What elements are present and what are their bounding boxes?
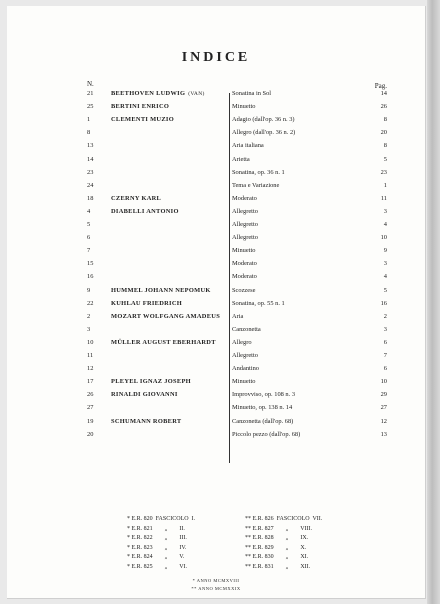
entry-number: 4	[87, 207, 91, 215]
work-title: Moderato	[232, 260, 257, 268]
page-number: 26	[380, 103, 387, 111]
index-entry	[7, 376, 425, 387]
page-number: 3	[383, 260, 387, 268]
page-number: 12	[380, 417, 387, 425]
work-title: Allegro	[232, 338, 252, 346]
fascicolo-right-item: ** E.R. 828 „ IX.	[245, 535, 309, 541]
fascicolo-right-item: ** E.R. 831 „ XII.	[245, 563, 311, 570]
page-number: 6	[383, 338, 387, 346]
work-title: Andantino	[232, 365, 259, 373]
composer-name-text: SCHUMANN ROBERT	[111, 417, 182, 425]
page-number: 1	[383, 181, 387, 189]
composer-name-text: DIABELLI ANTONIO	[111, 207, 179, 215]
index-entry	[7, 271, 425, 282]
entry-number: 25	[87, 103, 94, 111]
composer-name	[111, 193, 161, 204]
index-entry	[7, 154, 425, 165]
work-title: Allegretto	[232, 352, 258, 359]
index-entry	[7, 258, 425, 269]
entry-number: 8	[87, 129, 91, 137]
index-entry	[7, 219, 425, 230]
index-entry	[7, 232, 425, 243]
work-title: Scozzese	[232, 286, 256, 294]
composer-name-text: BEETHOVEN LUDWIG	[111, 90, 186, 97]
page-column-header: Pag.	[374, 82, 387, 90]
index-entry	[7, 311, 425, 322]
entry-number: 19	[87, 417, 94, 425]
fascicoli-right-list	[245, 515, 322, 572]
work-title: Adagio (dall'op. 36 n. 3)	[232, 116, 295, 124]
page-number: 8	[383, 116, 387, 124]
page-number: 8	[383, 142, 387, 150]
entry-number: 17	[87, 378, 94, 386]
entry-number: 2	[87, 312, 91, 320]
fascicolo-left-item: * E.R. 824 „ V.	[127, 554, 185, 560]
composer-name-text: KUHLAU FRIEDRICH	[111, 299, 183, 307]
entry-number: 5	[87, 221, 91, 228]
fascicolo-left-item: * E.R. 820 FASCICOLO I.	[127, 516, 196, 522]
index-entry	[7, 402, 425, 413]
entry-number: 22	[87, 299, 94, 307]
fascicolo-left-item: * E.R. 822 „ III.	[127, 535, 187, 541]
work-title: Aria italiana	[232, 142, 264, 150]
entry-number: 10	[87, 338, 94, 346]
index-entry	[7, 167, 425, 178]
work-title: Minuetto	[232, 378, 256, 386]
index-entry	[7, 363, 425, 374]
fascicolo-right-item: ** E.R. 830 „ XI.	[245, 554, 309, 560]
page-number: 5	[383, 155, 387, 163]
composer-name	[111, 88, 205, 100]
work-title: Improvviso, op. 108 n. 3	[232, 391, 296, 399]
footnote-1: * ANNO MCMXVIII	[192, 578, 240, 583]
entry-number: 6	[87, 234, 91, 242]
page-number: 4	[383, 221, 387, 228]
page-number: 29	[380, 391, 387, 399]
fascicolo-left-item: * E.R. 825 „ VI.	[127, 563, 188, 570]
index-entry	[7, 206, 425, 217]
work-title: Allegretto	[232, 221, 258, 228]
work-title: Sonatina, op. 55 n. 1	[232, 299, 285, 307]
work-title: Allegro (dall'op. 36 n. 2)	[232, 129, 296, 137]
work-title: Minuetto, op. 138 n. 14	[232, 404, 293, 412]
entry-number: 23	[87, 168, 94, 176]
index-entry	[7, 324, 425, 335]
composer-name	[111, 298, 182, 309]
number-column-header: N.	[87, 80, 94, 88]
fascicolo-right-item: ** E.R. 827 „ VIII.	[245, 525, 313, 532]
entry-number: 26	[87, 391, 94, 399]
work-title: Allegretto	[232, 207, 258, 215]
fascicolo-left-item: * E.R. 823 „ IV.	[127, 544, 187, 551]
index-entry	[7, 127, 425, 138]
entry-number: 16	[87, 273, 94, 281]
fascicolo-right-item: ** E.R. 826 FASCICOLO VII.	[245, 516, 323, 522]
page-number: 13	[380, 430, 387, 438]
page-number: 10	[380, 378, 387, 386]
page-number: 2	[383, 312, 387, 320]
composer-name	[111, 206, 179, 217]
composer-name-text: PLEYEL IGNAZ JOSEPH	[111, 378, 191, 386]
work-title: Sonatina, op. 36 n. 1	[232, 168, 285, 176]
index-entry	[7, 180, 425, 191]
entry-number: 14	[87, 155, 94, 163]
index-entry	[7, 114, 425, 125]
entry-number: 3	[87, 325, 91, 333]
composer-name-text: MÜLLER AUGUST EBERHARDT	[111, 338, 216, 346]
work-title: Canzonetta (dall'op. 68)	[232, 417, 294, 425]
composer-name-text: HUMMEL JOHANN NEPOMUK	[111, 286, 211, 294]
entry-number: 27	[87, 404, 94, 412]
composer-name	[111, 376, 191, 387]
work-title: Sonatina in Sol	[232, 90, 272, 97]
composer-name-text: BERTINI ENRICO	[111, 103, 170, 111]
entry-number: 9	[87, 286, 91, 294]
composer-name	[111, 311, 220, 322]
index-page	[7, 6, 426, 599]
composer-name-text: CLEMENTI MUZIO	[111, 116, 174, 124]
entry-number: 7	[87, 247, 91, 255]
work-title: Aria	[232, 312, 244, 320]
index-entry	[7, 88, 425, 99]
entry-number: 18	[87, 194, 94, 202]
composer-name	[111, 389, 178, 400]
index-entry	[7, 416, 425, 427]
page-number: 5	[383, 286, 387, 294]
composer-name	[111, 114, 174, 125]
work-title: Minuetto	[232, 247, 256, 255]
work-title: Canzonetta	[232, 325, 261, 333]
footnote-2: ** ANNO MCMXXIX	[191, 586, 241, 591]
work-title: Piccolo pezzo (dall'op. 68)	[232, 430, 301, 438]
entry-number: 12	[87, 365, 94, 373]
entry-number: 24	[87, 181, 94, 189]
index-entry	[7, 245, 425, 256]
page-number: 23	[380, 168, 387, 176]
page-number: 10	[380, 234, 387, 242]
composer-name-text: CZERNY KARL	[111, 194, 162, 202]
index-entry	[7, 101, 425, 112]
work-title: Arietta	[232, 155, 250, 163]
composer-name-text: RINALDI GIOVANNI	[111, 391, 178, 399]
work-title: Moderato	[232, 273, 257, 281]
index-entry	[7, 298, 425, 309]
fascicoli-left-list	[127, 515, 195, 572]
page-number: 11	[380, 194, 387, 202]
composer-name	[111, 285, 211, 296]
index-entry	[7, 337, 425, 348]
composer-name-text: MOZART WOLFGANG AMADEUS	[111, 312, 221, 320]
book-spine	[427, 0, 440, 604]
entry-number: 21	[87, 90, 94, 97]
page-number: 20	[380, 129, 387, 137]
page-number: 16	[380, 299, 387, 307]
index-entry	[7, 193, 425, 204]
entry-number: 15	[87, 260, 94, 268]
entry-number: 20	[87, 430, 94, 438]
index-entry	[7, 350, 425, 361]
page-number: 3	[383, 207, 387, 215]
entry-number: 11	[87, 352, 94, 359]
work-title: Allegretto	[232, 234, 258, 242]
page-number: 27	[380, 404, 387, 412]
work-title: Minuetto	[232, 103, 256, 111]
work-title: Moderato	[232, 194, 257, 202]
composer-suffix: (VAN)	[188, 91, 205, 97]
page-title: INDICE	[181, 50, 251, 65]
fascicolo-right-item: ** E.R. 829 „ X.	[245, 544, 307, 551]
page-number: 6	[383, 365, 387, 373]
page-number: 9	[383, 247, 387, 255]
entry-number: 1	[87, 116, 91, 124]
page-number: 4	[383, 273, 387, 281]
index-entry	[7, 285, 425, 296]
fascicolo-left-item: * E.R. 821 „ II.	[127, 525, 185, 532]
page-number: 7	[383, 352, 387, 359]
composer-name	[111, 101, 169, 112]
work-title: Tema e Variazione	[232, 181, 280, 189]
page-number: 3	[383, 325, 387, 333]
page-number: 14	[380, 90, 387, 97]
entry-number: 13	[87, 142, 94, 150]
composer-name	[111, 416, 182, 427]
index-entry	[7, 429, 425, 440]
index-entry	[7, 140, 425, 151]
index-entry	[7, 389, 425, 400]
composer-name	[111, 337, 216, 348]
